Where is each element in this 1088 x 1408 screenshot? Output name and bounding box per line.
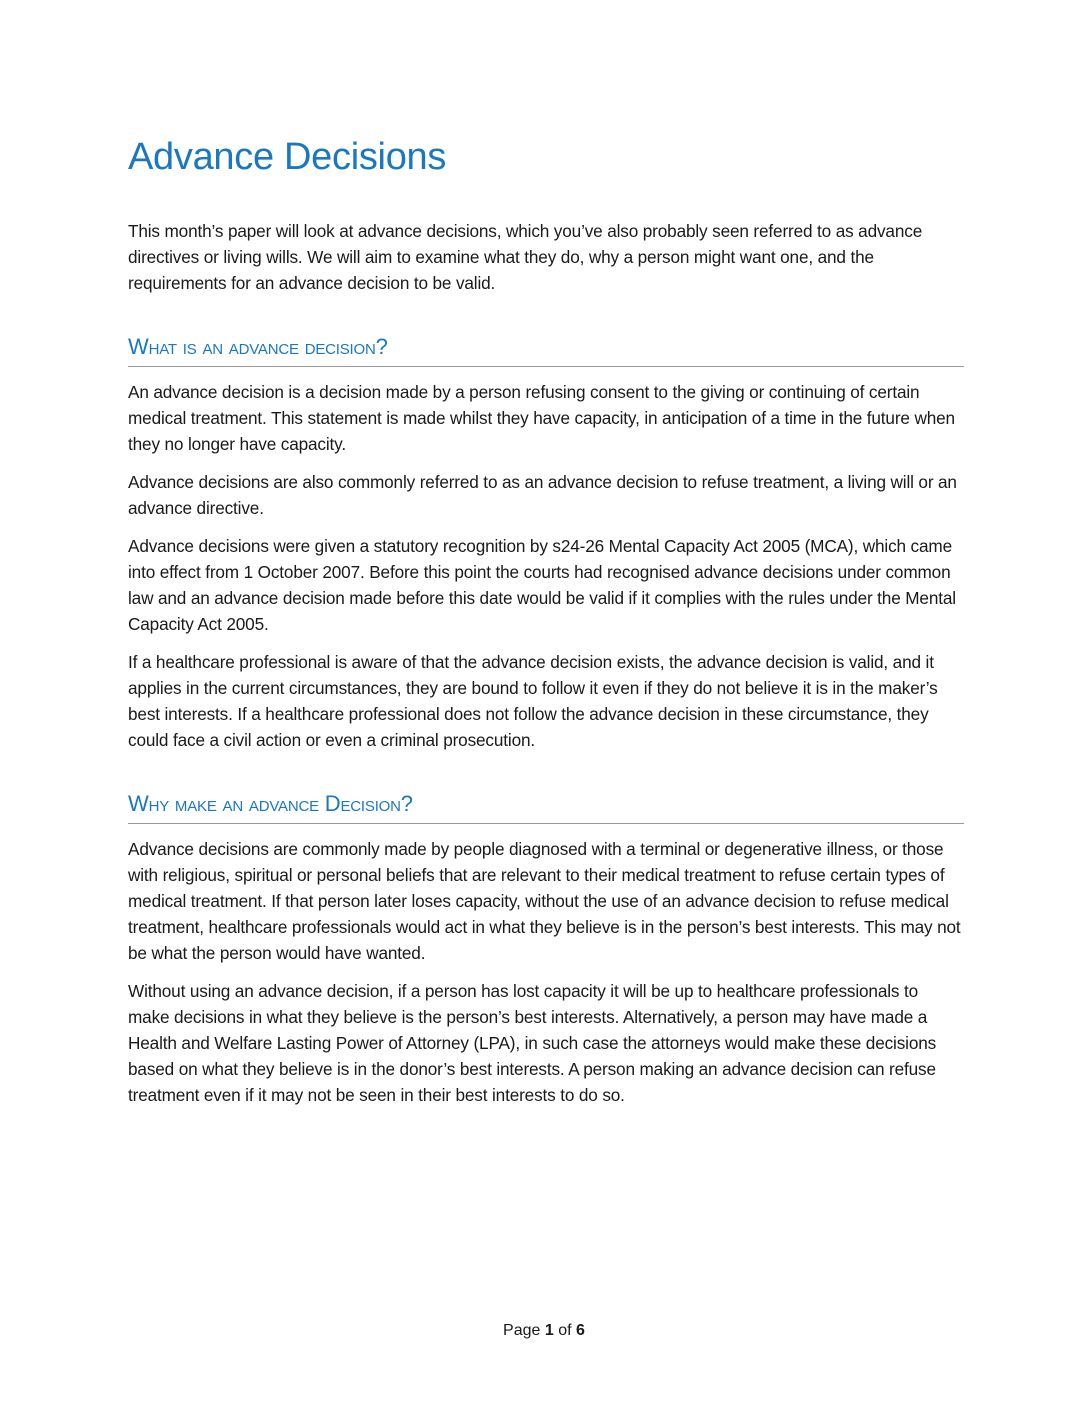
intro-paragraph: This month’s paper will look at advance decisions, which you’ve also probably seen referred to as advance directives or living wills. We will aim to examine what they do, why a person might want one, and the requirements for an advance decision to be valid. — [128, 221, 923, 293]
section-1-paragraph-3: Advance decisions were given a statutory recognition by s24-26 Mental Capacity Act 2005 (MCA), which came into effect from 1 October 2007. Before this point the courts had recognised advance decisions under common law and an advance decision made before this date would be valid if it complies with the rules under the Mental Capacity Act 2005. — [128, 536, 956, 634]
document-title: Advance Decisions — [128, 136, 447, 178]
section-1-paragraph-1: An advance decision is a decision made by a person refusing consent to the giving or continuing of certain medical treatment. This statement is made whilst they have capacity, in anticipation of a time in the future when they no longer have capacity. — [128, 382, 955, 454]
section-heading-why-make: Why make an advance Decision? — [128, 789, 964, 824]
section-1-paragraph-2: Advance decisions are also commonly referred to as an advance decision to refuse treatment, a living will or an advance directive. — [128, 472, 957, 518]
section-2-paragraph-2: Without using an advance decision, if a person has lost capacity it will be up to healthcare professionals to make decisions in what they believe is the person’s best interests. Alternatively, a person may have made a Health and Welfare Lasting Power of Attorney (LPA), in such case the attorneys would make these decisions based on what they believe is in the donor’s best interests. A person making an advance decision can refuse treatment even if it may not be seen in their best interests to do so. — [128, 981, 937, 1105]
footer-of-label: of — [558, 1322, 572, 1339]
footer-current-page: 1 — [544, 1322, 554, 1339]
section-2-paragraph-1: Advance decisions are commonly made by people diagnosed with a terminal or degenerative illness, or those with religious, spiritual or personal beliefs that are relevant to their medical treatment to refuse certain types of medical treatment. If that person later loses capacity, without the use of an advance decision to refuse medical treatment, healthcare professionals would act in what they believe is in the person’s best interests. This may not be what the person would have wanted. — [128, 839, 961, 963]
footer-total-pages: 6 — [576, 1322, 585, 1339]
section-1-paragraph-4: If a healthcare professional is aware of that the advance decision exists, the advance decision is valid, and it applies in the current circumstances, they are bound to follow it even if they do not believe it is in the maker’s best interests. If a healthcare professional does not follow the advance decision in these circumstance, they could face a civil action or even a criminal prosecution. — [128, 652, 938, 750]
page-content — [128, 132, 964, 1120]
section-heading-what-is: What is an advance decision? — [128, 332, 964, 367]
footer-page-label: Page — [503, 1322, 541, 1339]
page-footer — [0, 1322, 1088, 1340]
